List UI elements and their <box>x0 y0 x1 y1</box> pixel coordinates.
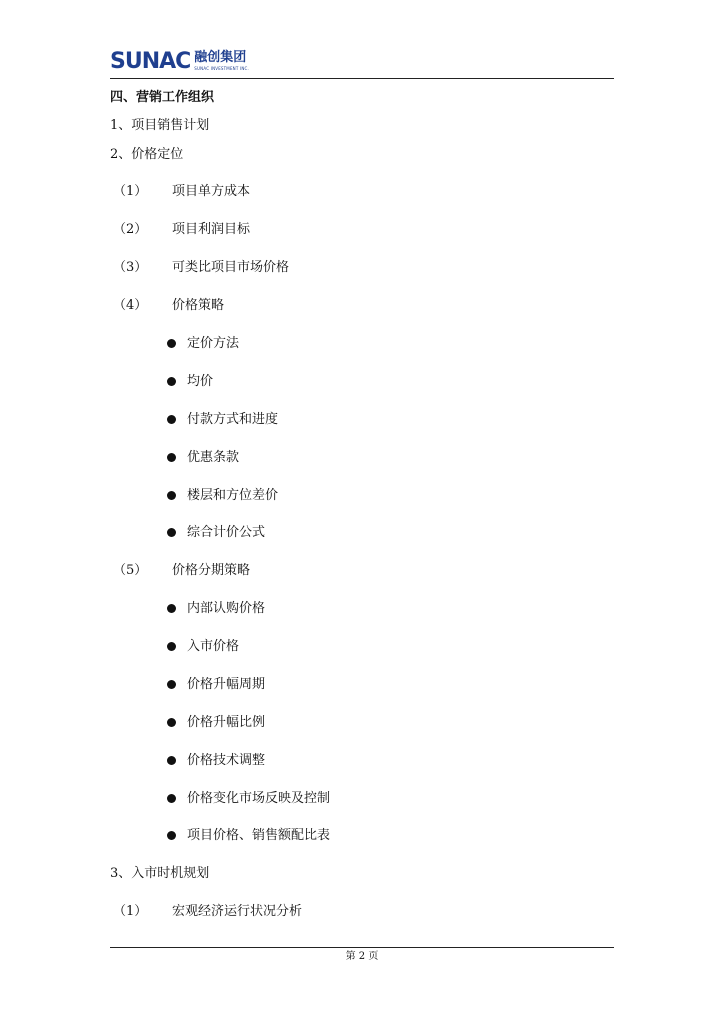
sub-number-1: （1） <box>113 184 148 199</box>
sub-item-4: 价格策略 <box>172 298 225 313</box>
bullet-item: 优惠条款 <box>187 450 240 465</box>
bullet-icon <box>167 415 176 424</box>
logo-english-name: SUNAC INVESTMENT INC. <box>194 66 250 71</box>
bullet-icon <box>167 642 176 651</box>
sub-number-3-1: （1） <box>113 904 148 919</box>
bullet-item: 入市价格 <box>187 639 240 654</box>
item-2: 2、价格定位 <box>110 147 184 162</box>
sub-number-5: （5） <box>113 563 148 578</box>
bullet-icon <box>167 339 176 348</box>
page-number: 第 2 页 <box>345 951 379 962</box>
item-1: 1、项目销售计划 <box>110 118 210 133</box>
bullet-icon <box>167 528 176 537</box>
logo-wordmark <box>110 50 190 74</box>
logo-word-accent: AC <box>159 49 191 74</box>
bullet-item: 楼层和方位差价 <box>187 488 279 503</box>
bullet-icon <box>167 377 176 386</box>
logo-text-block <box>194 50 249 72</box>
bullet-item: 项目价格、销售额配比表 <box>187 828 331 843</box>
bullet-item: 内部认购价格 <box>187 601 266 616</box>
bullet-item: 价格变化市场反映及控制 <box>187 791 331 806</box>
bullet-item: 价格升幅周期 <box>187 677 266 692</box>
page-header <box>110 50 614 80</box>
bullet-item: 综合计价公式 <box>187 525 266 540</box>
logo-word-main: SUN <box>110 49 160 74</box>
sub-item-2: 项目利润目标 <box>172 222 251 237</box>
bullet-icon <box>167 794 176 803</box>
bullet-icon <box>167 604 176 613</box>
bullet-item: 价格升幅比例 <box>187 715 266 730</box>
sub-item-3: 可类比项目市场价格 <box>172 260 290 275</box>
footer-divider <box>110 947 614 948</box>
bullet-icon <box>167 756 176 765</box>
bullet-item: 定价方法 <box>187 336 240 351</box>
section-title: 四、营销工作组织 <box>110 90 215 105</box>
bullet-icon <box>167 831 176 840</box>
sub-number-3: （3） <box>113 260 148 275</box>
sub-number-4: （4） <box>113 298 148 313</box>
item-3: 3、入市时机规划 <box>110 866 210 881</box>
bullet-icon <box>167 718 176 727</box>
sub-item-1: 项目单方成本 <box>172 184 251 199</box>
sunac-logo <box>110 50 249 78</box>
bullet-item: 均价 <box>187 374 214 389</box>
sub-item-5: 价格分期策略 <box>172 563 251 578</box>
bullet-icon <box>167 491 176 500</box>
sub-item-3-1: 宏观经济运行状况分析 <box>172 904 303 919</box>
header-divider <box>110 78 614 79</box>
bullet-icon <box>167 453 176 462</box>
bullet-item: 价格技术调整 <box>187 753 266 768</box>
bullet-item: 付款方式和进度 <box>187 412 279 427</box>
sub-number-2: （2） <box>113 222 148 237</box>
bullet-icon <box>167 680 176 689</box>
logo-chinese-name: 融创集团 <box>194 50 247 65</box>
